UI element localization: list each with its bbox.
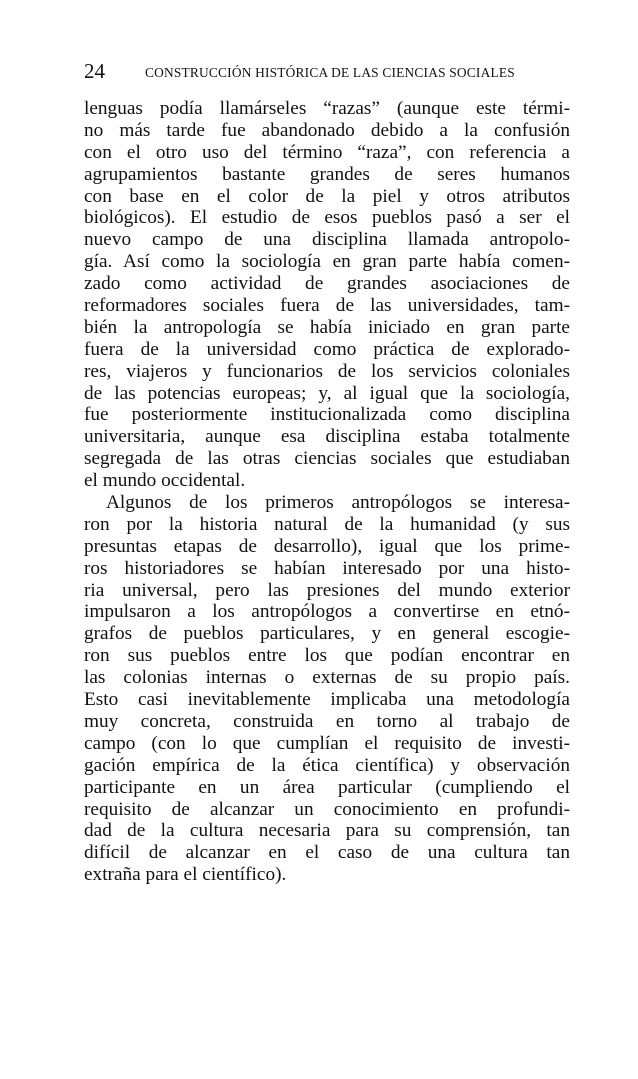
paragraph xyxy=(84,492,570,886)
text-line: requisito de alcanzar un conocimiento en profundi- xyxy=(84,798,570,820)
text-line: el mundo occidental. xyxy=(84,470,246,492)
text-line: res, viajeros y funcionarios de los servicios coloniales xyxy=(84,360,570,382)
text-line: bién la antropología se había iniciado en gran parte xyxy=(84,316,570,338)
text-line: ria universal, pero las presiones del mundo exterior xyxy=(84,579,570,601)
text-line: no más tarde fue abandonado debido a la confusión xyxy=(84,119,570,141)
text-line: reformadores sociales fuera de las universidades, tam- xyxy=(84,295,570,317)
text-line: biológicos). El estudio de esos pueblos pasó a ser el xyxy=(84,207,570,229)
text-line: con base en el color de la piel y otros atributos xyxy=(84,185,570,207)
text-line: Algunos de los primeros antropólogos se interesa- xyxy=(106,492,570,514)
text-line: lenguas podía llamárseles “razas” (aunque este térmi- xyxy=(84,98,570,119)
text-line: presuntas etapas de desarrollo), igual que los prime- xyxy=(84,535,570,557)
text-line: campo (con lo que cumplían el requisito de investi- xyxy=(84,732,570,754)
text-line: nuevo campo de una disciplina llamada antropolo- xyxy=(84,229,570,251)
text-line: agrupamientos bastante grandes de seres humanos xyxy=(84,163,570,185)
text-line: difícil de alcanzar en el caso de una cultura tan xyxy=(84,842,570,864)
text-line: ros historiadores se habían interesado por una histo- xyxy=(84,557,570,579)
text-line: fuera de la universidad como práctica de explorado- xyxy=(84,338,570,360)
text-line: zado como actividad de grandes asociaciones de xyxy=(84,273,570,295)
text-line: muy concreta, construida en torno al trabajo de xyxy=(84,710,570,732)
text-line: de las potencias europeas; y, al igual que la sociología, xyxy=(84,382,570,404)
text-line: con el otro uso del término “raza”, con referencia a xyxy=(84,141,570,163)
text-line: universitaria, aunque esa disciplina estaba totalmente xyxy=(84,426,570,448)
page-number: 24 xyxy=(84,59,105,83)
text-line: dad de la cultura necesaria para su comprensión, tan xyxy=(84,820,570,842)
page-header xyxy=(84,56,570,86)
text-line: extraña para el científico). xyxy=(84,864,287,886)
text-line: Esto casi inevitablemente implicaba una metodología xyxy=(84,689,570,711)
text-line: gación empírica de la ética científica) y observación xyxy=(84,754,570,776)
text-line: las colonias internas o externas de su propio país. xyxy=(84,667,570,689)
paragraph xyxy=(84,98,570,492)
text-line: participante en un área particular (cumpliendo el xyxy=(84,776,570,798)
text-line: impulsaron a los antropólogos a convertirse en etnó- xyxy=(84,601,570,623)
text-line: ron sus pueblos entre los que podían encontrar en xyxy=(84,645,570,667)
body-text xyxy=(84,98,570,886)
running-head: CONSTRUCCIÓN HISTÓRICA DE LAS CIENCIAS SOCIALES xyxy=(145,65,515,80)
text-line: segregada de las otras ciencias sociales que estudiaban xyxy=(84,448,570,470)
text-line: gía. Así como la sociología en gran parte había comen- xyxy=(84,251,570,273)
text-line: grafos de pueblos particulares, y en general escogie- xyxy=(84,623,570,645)
text-line: ron por la historia natural de la humanidad (y sus xyxy=(84,513,570,535)
text-line: fue posteriormente institucionalizada como disciplina xyxy=(84,404,570,426)
